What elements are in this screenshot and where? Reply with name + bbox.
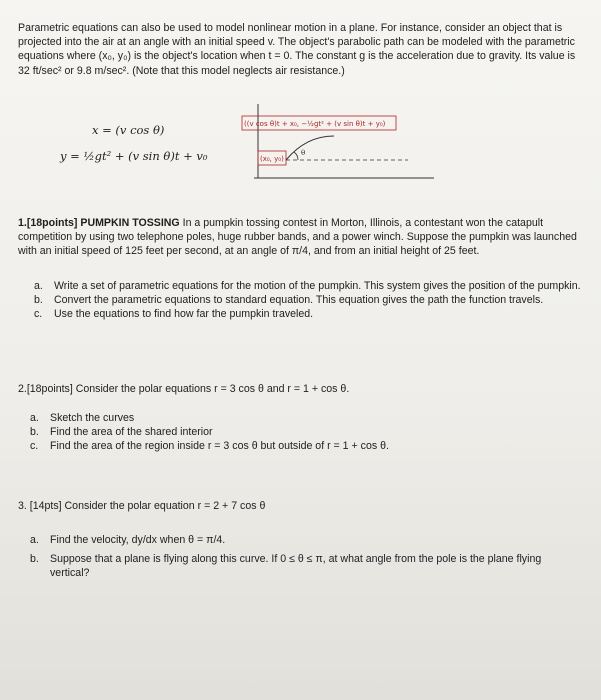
problem2-heading: 2.[18points] Consider the polar equations r = 3 cos θ and r = 1 + cos θ. xyxy=(18,383,350,395)
figure-top-label: ((v cos θ)t + x₀, −½gt² + (v sin θ)t + y₀) xyxy=(244,120,386,128)
problem3-heading: 3. [14pts] Consider the polar equation r = 2 + 7 cos θ xyxy=(18,500,266,512)
problem1-text: In a pumpkin tossing contest in Morton, Illinois, a contestant won the catapult competition by using two telephone poles, huge rubber bands, and a power winch. Suppose the pumpkin was launched with an initial speed of 125 feet per second, at an angle of π/4, and from an initial height of 25 feet. xyxy=(18,217,577,258)
problem1-paragraph xyxy=(18,216,593,259)
problem2-list xyxy=(30,411,580,454)
figure-start-label: (x₀, y₀) xyxy=(260,155,284,163)
problem2-item-a: a. Sketch the curves xyxy=(30,412,135,424)
angle-arc xyxy=(294,152,298,160)
problem3-list xyxy=(30,533,580,581)
problem2-item-b: b. Find the area of the shared interior xyxy=(30,426,213,439)
problem3-item-b: b. Suppose that a plane is flying along this curve. If 0 ≤ θ ≤ π, at what angle from the pole is the plane flying vertical? xyxy=(30,553,542,580)
x-equation: x = (v cos θ) xyxy=(92,123,165,137)
intro-paragraph: Parametric equations can also be used to model nonlinear motion in a plane. For instance, consider an object that is projected into the air at an angle with an initial speed v. The object's parabolic path can be modeled with the parametric equations where (x₀, y₀) is the object's location when t = 0. The constant g is the acceleration due to gravity. Its value is 32 ft/sec² or 9.8 m/sec². (Note that this model neglects air resistance.) xyxy=(18,22,576,77)
problem3-item-a: a. Find the velocity, dy/dx when θ = π/4. xyxy=(30,534,226,546)
projectile-figure xyxy=(238,102,438,184)
trajectory-curve xyxy=(286,136,334,160)
problem1-heading: 1.[18points] PUMPKIN TOSSING xyxy=(18,217,180,229)
problem1-item-b: b. Convert the parametric equations to standard equation. This equation gives the path the function travels. xyxy=(34,294,544,307)
problem1-list xyxy=(34,279,584,322)
angle-label: θ xyxy=(301,149,306,157)
problem1-item-a: a. Write a set of parametric equations for the motion of the pumpkin. This system gives the position of the pumpkin. xyxy=(34,280,581,292)
problem2-item-c: c. Find the area of the region inside r = 3 cos θ but outside of r = 1 + cos θ. xyxy=(30,440,389,453)
problem1-item-c: c. Use the equations to find how far the pumpkin traveled. xyxy=(34,308,314,321)
y-equation: y = ½gt² + (v sin θ)t + v₀ xyxy=(60,149,208,163)
